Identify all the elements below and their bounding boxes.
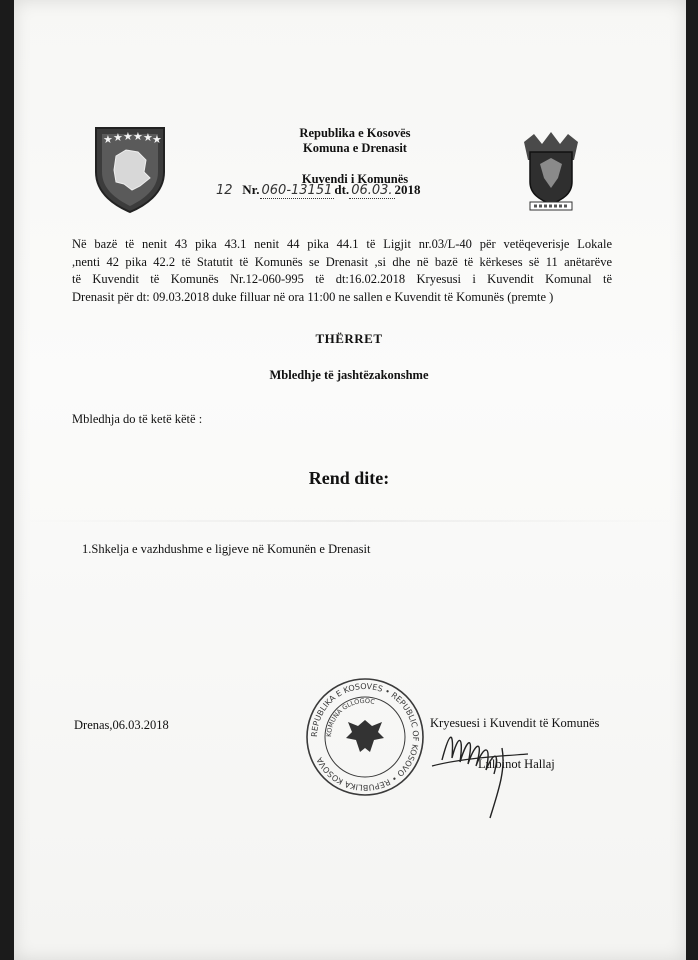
stamp-outer-text: REPUBLIKA E KOSOVES • REPUBLIC OF KOSOVO • REPUBLIKA KOSOVA [309,681,421,793]
date-label: dt. [334,182,350,197]
paragraph-line: Drenasit për dt: 09.03.2018 duke filluar në ora 11:00 ne sallen e Kuvendit të Komunës (premte ) [72,289,554,304]
agenda-title: Rend dite: [308,468,390,488]
header-republic: Republika e Kosovës [299,126,411,140]
header-assembly: Kuvendi i Komunës [301,172,409,186]
ref-year: 2018 [394,182,421,197]
legal-basis-paragraph [72,236,612,306]
svg-text:★: ★ [152,133,162,146]
svg-text:★: ★ [123,130,133,143]
svg-text:★: ★ [103,133,113,146]
svg-text:★: ★ [143,131,153,144]
signatory-title: Kryesuesi i Kuvendit të Komunës [430,716,600,730]
agenda-item: 1.Shkelja e vazhdushme e ligjeve në Komunën e Drenasit [82,542,371,556]
document-header [240,126,470,187]
ref-label: Nr. [242,182,260,197]
paragraph-line: Në bazë të nenit 43 pika 43.1 nenit 44 pika 44.1 të Ligjit nr.03/L-40 për vetëqeverisje Lokale [72,237,612,251]
convenes-heading: THËRRET [315,331,383,346]
handwritten-ref-number: 060-13151 [261,183,333,198]
stamp-inner-text: KOMUNA GLLOGOC [324,696,376,738]
svg-text:★: ★ [133,130,143,143]
place-and-date: Drenas,06.03.2018 [74,718,169,732]
paragraph-line: ,nenti 42 pika 42.2 të Statutit të Komunës se Drenasit ,si dhe në bazë të kërkeses së 11 anëtarëve [72,254,612,269]
meeting-intro: Mbledhja do të ketë këtë : [72,412,203,426]
paragraph-line: të Kuvendit të Komunës Nr.12-060-995 të dt:16.02.2018 Kryesusi i Kuvendit Komunal të [72,272,612,286]
handwritten-prefix: 12 [216,183,233,198]
drenas-municipality-emblem-icon [518,130,584,214]
kosovo-coat-of-arms-icon [92,122,168,214]
svg-text:★: ★ [113,131,123,144]
reference-number-line [216,182,421,199]
signatory-name: Lulbinot Hallaj [478,757,555,771]
handwritten-signature [402,700,552,820]
paper-fold [14,520,686,522]
header-municipality: Komuna e Drenasit [303,141,407,155]
handwritten-date: 06.03. [351,183,393,198]
meeting-type: Mbledhje të jashtëzakonshme [269,368,429,382]
